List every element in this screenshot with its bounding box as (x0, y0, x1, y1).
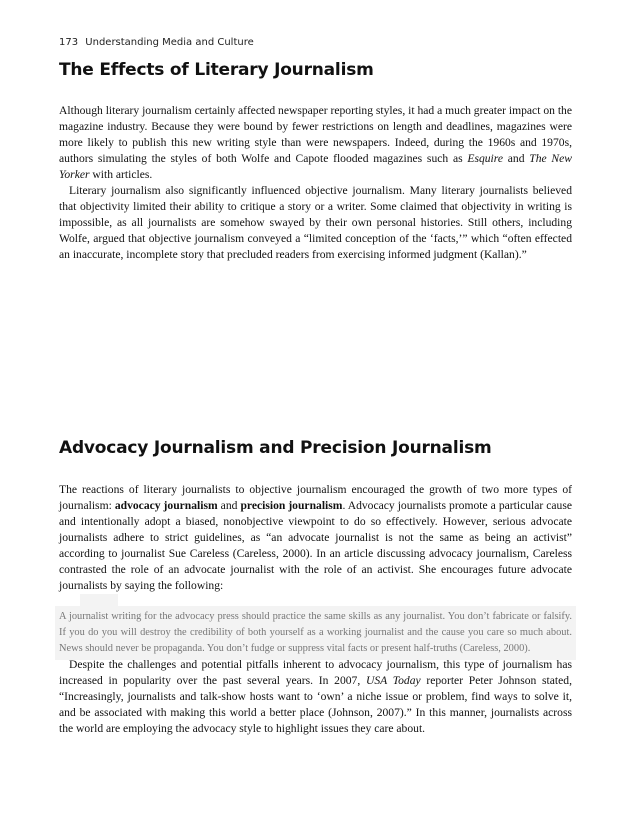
publication-name-usa-today: USA Today (365, 674, 421, 687)
paragraph-text: Although literary journalism certainly affected newspaper reporting styles, it had a much greater impact on the magazine industry. Because they were bound by fewer restrictions on length and deadlines, magazines were more likely to publish this new writing style than were newspapers. Indeed, during the 1960s and 1970s, authors simulating the styles of both Wolfe and Capote flooded magazines such as (59, 104, 572, 165)
section-title-advocacy-precision: Advocacy Journalism and Precision Journalism (59, 438, 492, 458)
paragraph-text: and (503, 152, 530, 165)
paragraph-text: . Advocacy journalists promote a particular cause and intentionally adopt a biased, nonobjective viewpoint to do so effectively. However, serious advocate journalists adhere to strict guidelines, as “an advocate journalist is not the same as being an activist” according to journalist Sue Careless (Careless, 2000). In an article discussing advocacy journalism, Careless contrasted the role of an advocate journalist with the role of an activist. She encourages future advocate journalists by saying the following: (59, 499, 572, 592)
paragraph-objective-journalism: Literary journalism also significantly influenced objective journalism. Many literary journalists believed that objectivity limited their ability to critique a story or a writer. Some claimed that objectivity in writing is impossible, as all journalists are somehow swayed by their own personal histories. Still others, including Wolfe, argued that objective journalism conveyed a “limited conception of the ‘facts,’” which “often effected an inaccurate, incomplete story that precluded readers from exercising informed judgment (Kallan).” (59, 184, 572, 261)
block-quote-careless (55, 606, 576, 660)
paragraph-text: with articles. (89, 168, 153, 181)
page-number: 173 (59, 37, 79, 48)
magazine-name-esquire: Esquire (467, 152, 503, 165)
paragraph-magazine-impact (59, 103, 572, 183)
paragraph-text: reporter Peter Johnson stated, “Increasingly, journalists and talk-show hosts want to ‘own’ a niche issue or problem, find ways to solve it, and be associated with making this world a better place (Johnson, 2007).” In this manner, journalists across the world are employing the advocacy style to highlight issues they care about. (59, 674, 572, 735)
paragraph-text: The reactions of literary journalists to objective journalism encouraged the growth of two more types of journalism: (59, 483, 572, 512)
quote-text: A journalist writing for the advocacy press should practice the same skills as any journalist. You don’t fabricate or falsify. If you do you will destroy the credibility of both yourself as a working journalist and the cause you care so much about. News should never be propaganda. You don’t fudge or suppress vital facts or present half-truths (Careless, 2000). (59, 611, 572, 654)
term-advocacy-journalism: advocacy journalism (114, 499, 218, 512)
paragraph-advocacy-popularity (59, 657, 572, 737)
paragraph-text: Despite the challenges and potential pitfalls inherent to advocacy journalism, this type of journalism has increased in popularity over the past several years. In 2007, (59, 658, 572, 687)
paragraph-advocacy-intro (59, 482, 572, 594)
magazine-name-new-yorker: The New Yorker (59, 152, 573, 181)
book-title: Understanding Media and Culture (85, 37, 254, 48)
section-title-literary-journalism: The Effects of Literary Journalism (59, 60, 374, 80)
term-precision-journalism: precision journalism (240, 499, 343, 512)
paragraph-text: and (217, 499, 241, 512)
running-header (59, 37, 254, 48)
quote-tab-decoration (80, 594, 118, 606)
